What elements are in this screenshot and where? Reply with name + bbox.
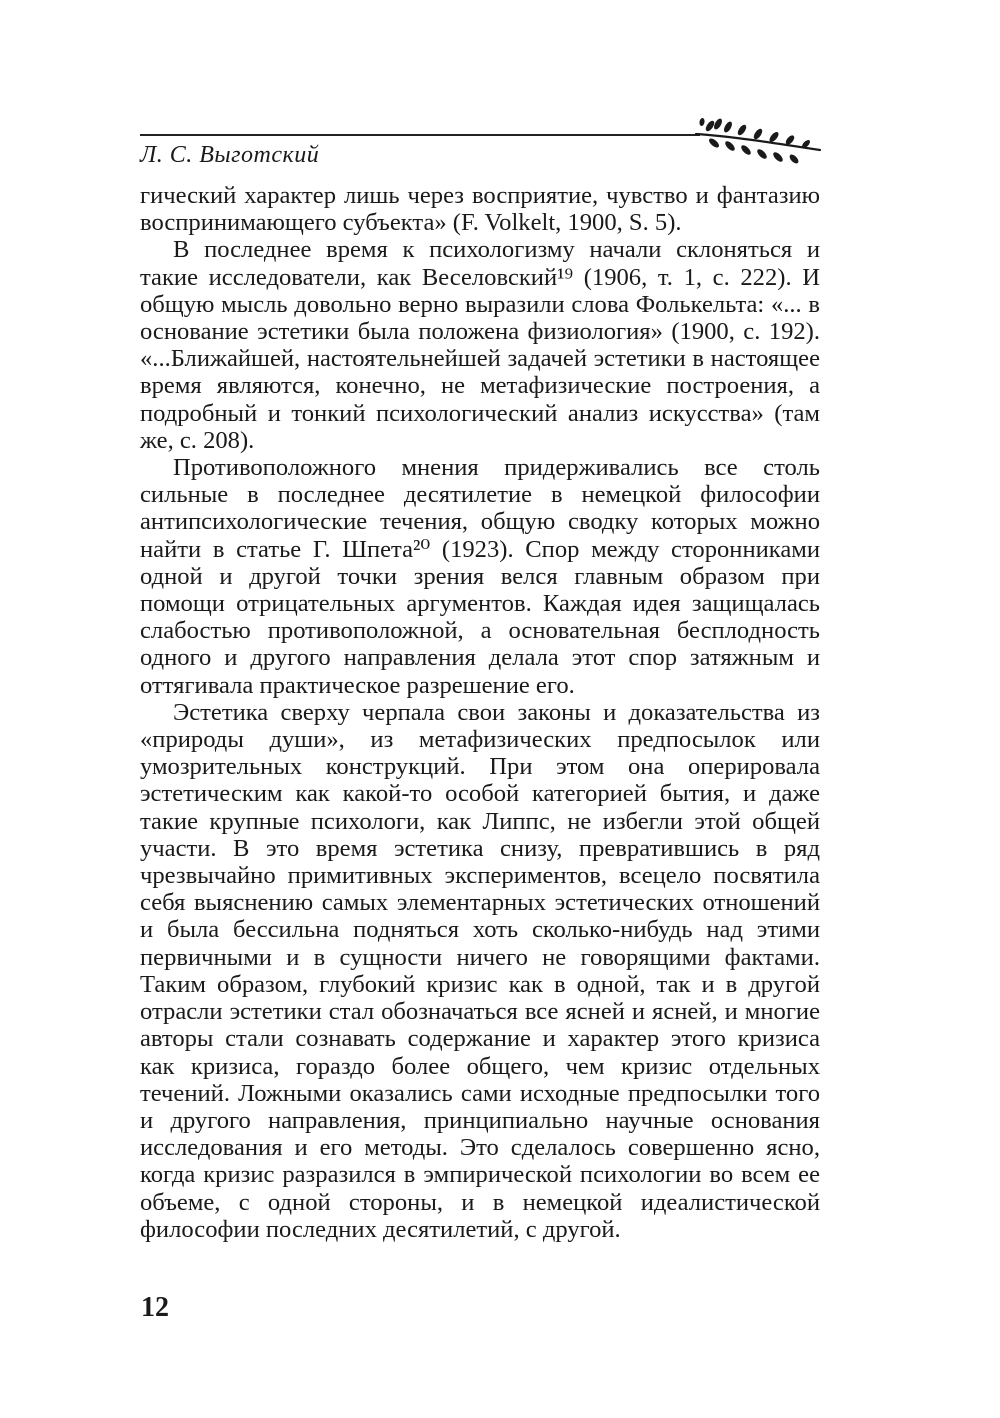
header-rule [140, 134, 700, 136]
running-head-author: Л. С. Выготский [140, 142, 320, 168]
page-header [140, 128, 830, 178]
paragraph-continuation: гический характер лишь через восприятие, чувство и фантазию воспринимающего субъекта» (F. Volkelt, 1900, S. 5). [140, 182, 820, 237]
page-number: 12 [141, 1292, 169, 1323]
paragraph: В последнее время к психологизму начали склоняться и такие исследователи, как Веселовский¹⁹ (1906, т. 1, с. 222). И общую мысль довольно верно выразили слова Фолькельта: «... в основание эстетики была положена физиология» (1900, с. 192). «...Ближайшей, настоятельнейшей задачей эстетики в настоящее время являются, конечно, не метафизические построения, а подробный и тонкий психологический анализ искусства» (там же, с. 208). [140, 236, 820, 454]
paragraph: Эстетика сверху черпала свои законы и доказательства из «природы души», из метафизических предпосылок или умозрительных конструкций. При этом она оперировала эстетическим как какой-то особой категорией бытия, и даже такие крупные психологи, как Липпс, не избегли этой общей участи. В это время эстетика снизу, превратившись в ряд чрезвычайно примитивных экспериментов, всецело посвятила себя выяснению самых элементарных эстетических отношений и была бессильна подняться хоть сколько-нибудь над этими первичными и в сущности ничего не говорящими фактами. Таким образом, глубокий кризис как в одной, так и в другой отрасли эстетики стал обозначаться все ясней и ясней, и многие авторы стали сознавать содержание и характер этого кризиса как кризиса, гораздо более общего, чем кризис отдельных течений. Ложными оказались сами исходные предпосылки того и другого направления, принципиально научные основания исследования и его методы. Это сделалось совершенно ясно, когда кризис разразился в эмпирической психологии во всем ее объеме, с одной стороны, и в немецкой идеалистической философии последних десятилетий, с другой. [140, 698, 820, 1243]
body-text [140, 182, 820, 1243]
laurel-branch-icon [688, 110, 828, 172]
paragraph: Противоположного мнения придерживались все столь сильные в последнее десятилетие в немецкой философии антипсихологические течения, общую сводку которых можно найти в статье Г. Шпета²⁰ (1923). Спор между сторонниками одной и другой точки зрения велся главным образом при помощи отрицательных аргументов. Каждая идея защищалась слабостью противоположной, а основательная бесплодность одного и другого направления делала этот спор затяжным и оттягивала практическое разрешение его. [140, 454, 820, 699]
